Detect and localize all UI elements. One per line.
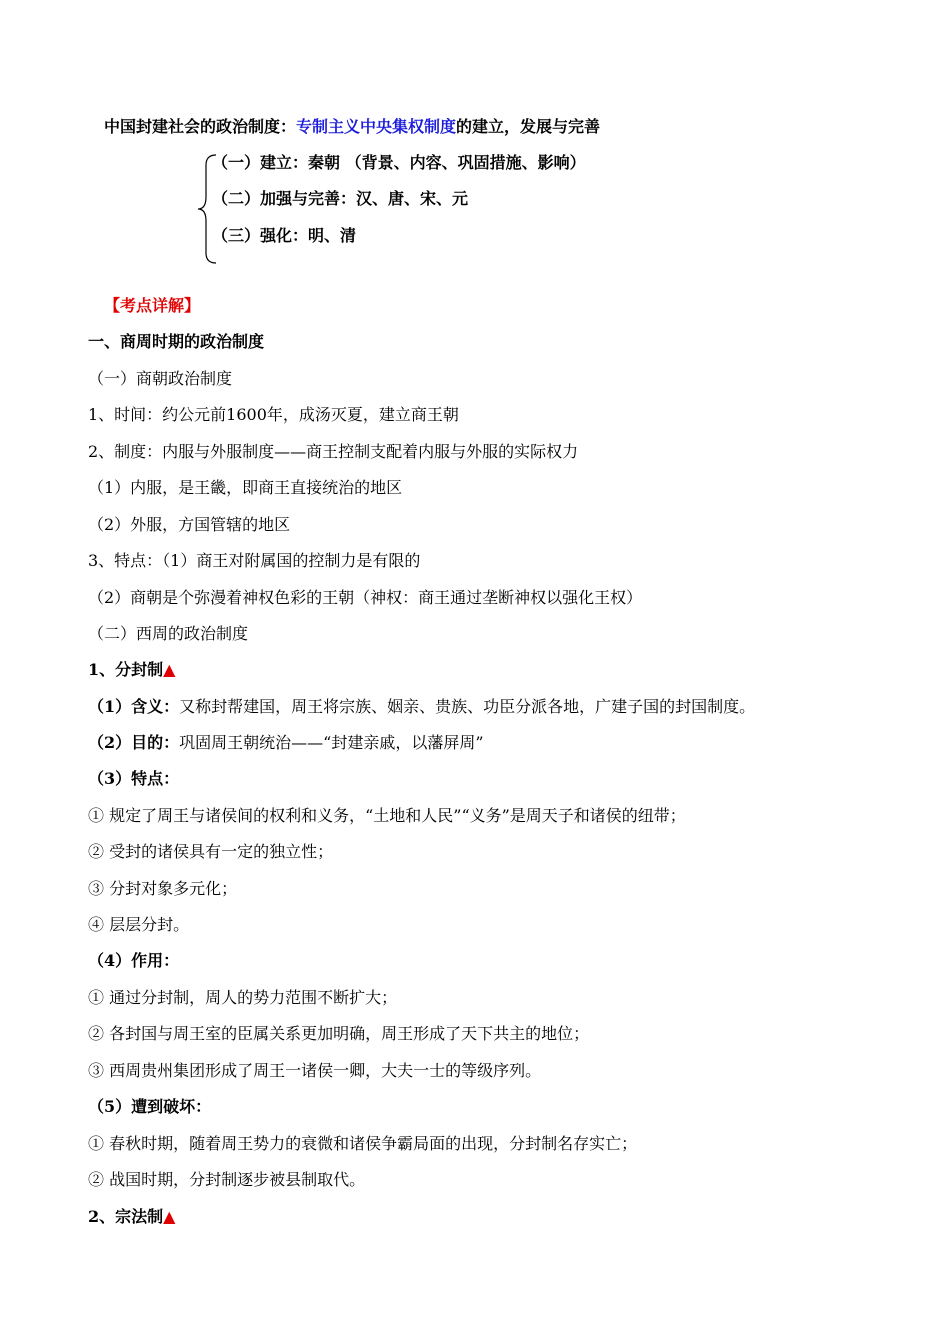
fenfeng-title-text: 1、分封制 (88, 660, 164, 679)
effect-item: ① 通过分封制，周人的势力范围不断扩大； (88, 988, 398, 1007)
feature-item: ④ 层层分封。 (88, 915, 190, 934)
destroy-item: ② 战国时期，分封制逐步被县制取代。 (88, 1170, 366, 1189)
destroy-label: （5）遭到破坏： (88, 1097, 212, 1116)
destroy-item: ① 春秋时期，随着周王势力的衰微和诸侯争霸局面的出现，分封制名存实亡； (88, 1134, 638, 1153)
overview-item-2: （二）加强与完善：汉、唐、宋、元 (212, 189, 469, 208)
fenfeng-title (88, 659, 175, 681)
shang-outer: （2）外服，方国管辖的地区 (88, 515, 291, 534)
effect-item: ② 各封国与周王室的臣属关系更加明确，周王形成了天下共主的地位； (88, 1024, 590, 1043)
feature-item: ② 受封的诸侯具有一定的独立性； (88, 842, 334, 861)
fenfeng-purpose (88, 732, 484, 754)
shang-feature-2: （2）商朝是个弥漫着神权色彩的王朝（神权：商王通过垄断神权以强化王权） (88, 588, 643, 607)
shang-feature-1: 3、特点：（1）商王对附属国的控制力是有限的 (88, 551, 421, 570)
key-point-triangle-icon: ▲ (163, 1207, 176, 1226)
section1-title: 一、商周时期的政治制度 (88, 332, 265, 351)
overview-item-1: （一）建立：秦朝 （背景、内容、巩固措施、影响） (212, 153, 586, 172)
zongfa-title-text: 2、宗法制 (88, 1207, 164, 1226)
feature-item: ① 规定了周王与诸侯间的权利和义务，“土地和人民”“义务”是周天子和诸侯的纽带； (88, 806, 686, 825)
feature-item: ③ 分封对象多元化； (88, 879, 238, 898)
overview-highlight: 专制主义中央集权制度 (296, 117, 457, 136)
fenfeng-meaning (88, 696, 755, 718)
purpose-text: 巩固周王朝统治——“封建亲戚，以藩屏周” (179, 733, 484, 752)
overview-lead: 中国封建社会的政治制度： (104, 117, 297, 136)
overview-tail: 的建立，发展与完善 (456, 117, 601, 136)
meaning-text: 又称封帮建国，周王将宗族、姻亲、贵族、功臣分派各地，广建子国的封国制度。 (179, 697, 756, 716)
shang-inner: （1）内服，是王畿，即商王直接统治的地区 (88, 478, 403, 497)
purpose-label: （2）目的： (88, 733, 180, 752)
shang-heading: （一）商朝政治制度 (88, 369, 233, 388)
shang-system: 2、制度：内服与外服制度——商王控制支配着内服与外服的实际权力 (88, 442, 579, 461)
overview-title (104, 116, 600, 138)
section-tag: 【考点详解】 (104, 296, 201, 315)
overview-item-3: （三）强化：明、清 (212, 226, 357, 245)
zhou-heading: （二）西周的政治制度 (88, 624, 249, 643)
shang-time: 1、时间：约公元前1600年，成汤灭夏，建立商王朝 (88, 405, 459, 424)
effect-item: ③ 西周贵州集团形成了周王一诸侯一卿，大夫一士的等级序列。 (88, 1061, 542, 1080)
key-point-triangle-icon: ▲ (163, 660, 176, 679)
zongfa-title (88, 1206, 175, 1228)
meaning-label: （1）含义： (88, 697, 180, 716)
feature-label: （3）特点： (88, 769, 180, 788)
effect-label: （4）作用： (88, 951, 180, 970)
